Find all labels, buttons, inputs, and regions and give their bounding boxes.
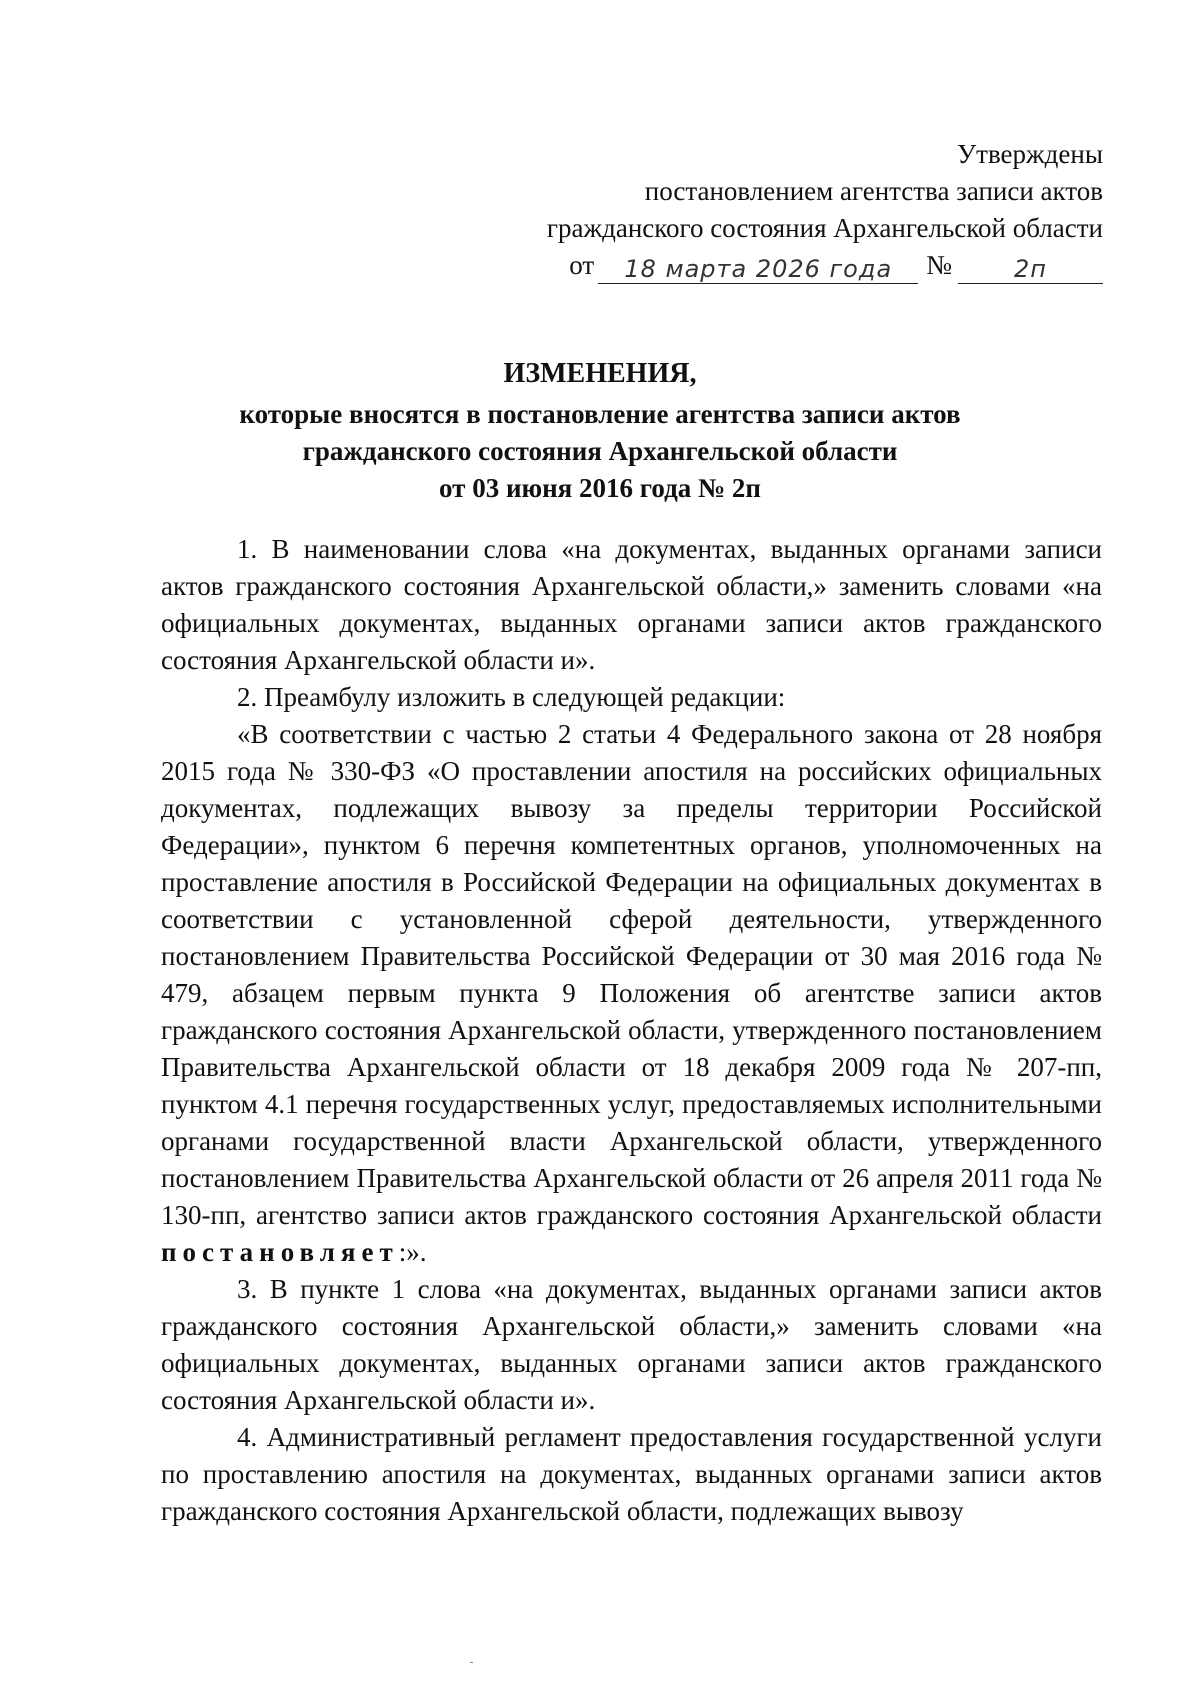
approval-date-line (547, 247, 1103, 284)
scan-speck (470, 1662, 473, 1663)
paragraph-3 (161, 716, 1102, 1271)
paragraph-5: 4. Административный регламент предоставления государственной услуги по проставлению апостиля на документах, выданных органами записи актов гражданского состояния Архангельской области, подлежащих вывозу (161, 1422, 1102, 1526)
paragraph-1: 1. В наименовании слова «на документах, выданных органами записи актов гражданского состояния Архангельской области,» заменить словами «на официальных документах, выданных органами записи актов гражданского состояния Архангельской области и». (161, 534, 1102, 675)
approval-line-3: гражданского состояния Архангельской области (546, 213, 1103, 243)
number-sign: № (926, 250, 952, 280)
date-prefix: от (569, 250, 595, 280)
paragraph-3-spaced-word: постановляет (161, 1237, 399, 1267)
paragraph-3-end: :». (398, 1237, 427, 1267)
heading-line-1: которые вносятся в постановление агентства записи актов (239, 399, 961, 429)
approval-line-1: Утверждены (957, 139, 1103, 169)
heading-line-3: от 03 июня 2016 года № 2п (439, 473, 761, 503)
paragraph-2: 2. Преамбулу изложить в следующей редакции: (237, 682, 786, 712)
handwritten-date: 18 марта 2026 года (598, 255, 918, 284)
document-heading (0, 355, 1200, 507)
approval-block (547, 136, 1103, 284)
heading-title: ИЗМЕНЕНИЯ, (503, 358, 697, 389)
handwritten-number: 2п (958, 255, 1103, 284)
paragraph-3-text: «В соответствии с частью 2 статьи 4 Федерального закона от 28 ноября 2015 года № 330-ФЗ «О проставлении апостиля на российских официальных документах, подлежащих вывозу за пределы территории Российской Федерации», пунктом 6 перечня компетентных органов, уполномоченных на проставление апостиля в Российской Федерации на официальных документах в соответствии с установленной сферой деятельности, утвержденного постановлением Правительства Российской Федерации от 30 мая 2016 года № 479, абзацем первым пункта 9 Положения об агентстве записи актов гражданского состояния Архангельской области, утвержденного постановлением Правительства Архангельской области от 18 декабря 2009 года № 207-пп, пунктом 4.1 перечня государственных услуг, предоставляемых исполнительными органами государственной власти Архангельской области, утвержденного постановлением Правительства Архангельской области от 26 апреля 2011 года № 130-пп, агентство записи актов гражданского состояния Архангельской области (161, 719, 1102, 1230)
paragraph-4: 3. В пункте 1 слова «на документах, выданных органами записи актов гражданского состояния Архангельской области,» заменить словами «на официальных документах, выданных органами записи актов гражданского состояния Архангельской области и». (161, 1274, 1102, 1415)
document-body (161, 531, 1102, 1530)
heading-line-2: гражданского состояния Архангельской области (302, 436, 898, 466)
approval-line-2: постановлением агентства записи актов (644, 176, 1103, 206)
